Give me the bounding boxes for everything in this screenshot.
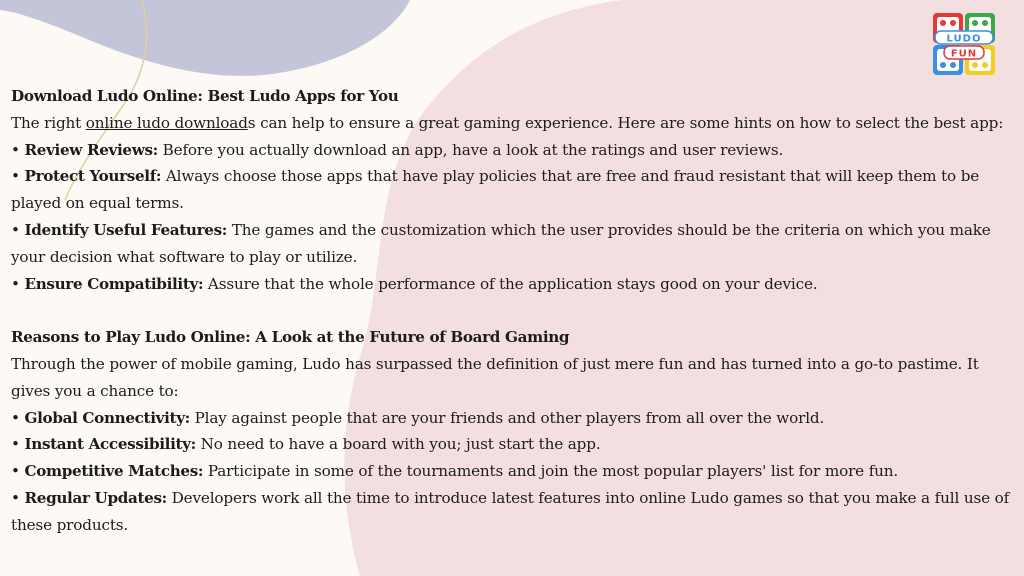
bullet-text: Developers work all the time to introduce latest features into online Ludo games so that you make a full use of these products. xyxy=(11,488,1010,534)
bullet-title: Ensure Compatibility: xyxy=(24,274,204,293)
section2-heading: Reasons to Play Ludo Online: A Look at the Future of Board Gaming xyxy=(11,328,570,347)
bullet-item xyxy=(11,271,1011,298)
bullet-mark: • xyxy=(11,435,25,454)
section2-intro: Through the power of mobile gaming, Ludo has surpassed the definition of just mere fun and has turned into a go-to pastime. It gives you a chance to: xyxy=(11,354,979,400)
bullet-title: Global Connectivity: xyxy=(24,408,190,427)
bullet-mark: • xyxy=(11,274,25,293)
bullet-item xyxy=(11,458,1011,485)
ludo-fun-logo xyxy=(932,12,996,76)
bullet-text: The games and the customization which the user provides should be the criteria on which you make your decision what software to play or utilize. xyxy=(11,220,991,266)
bullet-text: Participate in some of the tournaments and join the most popular players' list for more fun. xyxy=(203,462,899,481)
bullet-title: Identify Useful Features: xyxy=(24,220,228,239)
section1-heading: Download Ludo Online: Best Ludo Apps for You xyxy=(11,87,399,105)
online-ludo-download-link[interactable]: online ludo download xyxy=(85,113,248,132)
bullet-item xyxy=(11,163,1011,217)
section-spacer xyxy=(11,297,1011,324)
bullet-text: Assure that the whole performance of the application stays good on your device. xyxy=(203,274,818,293)
bullet-item xyxy=(11,217,1011,271)
gray-blob xyxy=(0,0,410,76)
logo-text-fun: FUN xyxy=(950,48,978,60)
bullet-mark: • xyxy=(11,167,25,186)
bullet-item xyxy=(11,137,1011,164)
bullet-title: Protect Yourself: xyxy=(24,167,162,186)
bullet-mark: • xyxy=(11,220,25,239)
bullet-text: No need to have a board with you; just start the app. xyxy=(195,435,601,454)
bullet-title: Competitive Matches: xyxy=(24,462,204,481)
intro-prefix: The right xyxy=(11,113,86,132)
bullet-mark: • xyxy=(11,140,25,159)
bullet-mark: • xyxy=(11,462,25,481)
bullet-item xyxy=(11,405,1011,432)
article-content xyxy=(11,83,1011,539)
logo-text-ludo: LUDO xyxy=(946,33,982,45)
intro-suffix: s can help to ensure a great gaming experience. Here are some hints on how to select the best app: xyxy=(247,113,1004,132)
bullet-text: Always choose those apps that have play policies that are free and fraud resistant that will keep them to be played on equal terms. xyxy=(11,167,980,213)
bullet-text: Play against people that are your friends and other players from all over the world. xyxy=(189,408,825,427)
bullet-title: Regular Updates: xyxy=(24,488,167,507)
bullet-text: Before you actually download an app, have a look at the ratings and user reviews. xyxy=(157,140,784,159)
bullet-title: Instant Accessibility: xyxy=(24,435,196,454)
bullet-item xyxy=(11,485,1011,539)
section1-intro xyxy=(11,110,1011,137)
bullet-mark: • xyxy=(11,488,25,507)
bullet-mark: • xyxy=(11,408,25,427)
bullet-item xyxy=(11,431,1011,458)
bullet-title: Review Reviews: xyxy=(24,140,158,159)
